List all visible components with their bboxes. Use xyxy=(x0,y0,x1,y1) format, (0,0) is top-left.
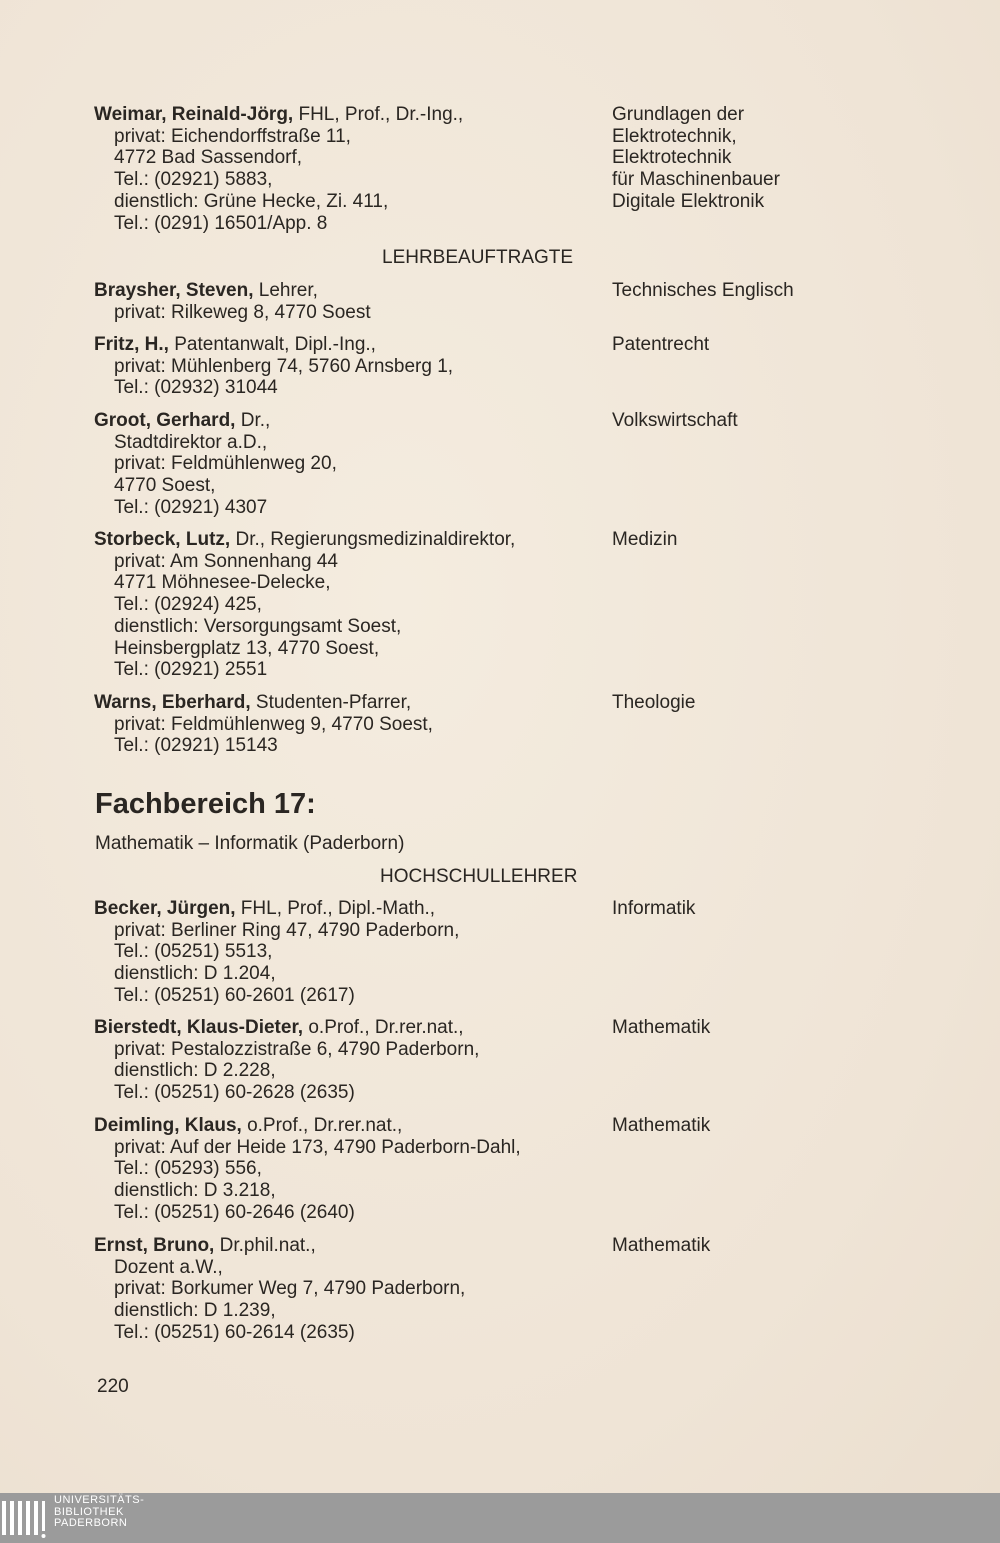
subject-line: Informatik xyxy=(612,898,696,919)
subject-line: Elektrotechnik xyxy=(612,147,732,169)
entry-detail-line: privat: Feldmühlenweg 20, xyxy=(114,453,337,475)
entry-detail-line: Dozent a.W., xyxy=(114,1256,223,1278)
subject-area xyxy=(612,1017,710,1039)
person-title: Patentanwalt, Dipl.-Ing., xyxy=(168,334,376,355)
directory-entry xyxy=(94,104,974,234)
entry-details xyxy=(94,104,974,234)
subject-line: Mathematik xyxy=(612,1235,711,1256)
directory-entry xyxy=(94,410,974,519)
heading-lehrbeauftragte: LEHRBEAUFTRAGTE xyxy=(382,247,574,268)
person-name: Fritz, H., xyxy=(94,334,169,355)
entry-details xyxy=(94,692,974,757)
entry-details xyxy=(94,898,974,1007)
entry-detail-line: privat: Eichendorffstraße 11, xyxy=(114,125,351,147)
entry-name-line xyxy=(94,1115,974,1137)
person-title: Studenten-Pfarrer, xyxy=(250,692,412,713)
subject-area xyxy=(612,1235,710,1257)
logo-line: UNIVERSITÄTS- xyxy=(54,1494,145,1506)
entry-detail-line: Tel.: (05251) 60-2628 (2635) xyxy=(114,1082,355,1104)
entry-detail-line: Tel.: (05293) 556, xyxy=(114,1158,262,1180)
person-title: o.Prof., Dr.rer.nat., xyxy=(241,1115,403,1136)
person-title: Dr., xyxy=(235,410,271,431)
page-number: 220 xyxy=(97,1376,129,1397)
entry-detail-line: dienstlich: Grüne Hecke, Zi. 411, xyxy=(114,190,389,212)
entry-detail-line: privat: Auf der Heide 173, 4790 Paderborn-Dahl, xyxy=(114,1136,521,1158)
entry-detail-line: privat: Rilkeweg 8, 4770 Soest xyxy=(114,301,371,323)
entry-detail-line: 4772 Bad Sassendorf, xyxy=(114,147,303,169)
entry-detail-line: dienstlich: D 2.228, xyxy=(114,1060,276,1082)
subject-line: Grundlagen der xyxy=(612,104,745,125)
person-title: Dr., Regierungsmedizinaldirektor, xyxy=(230,529,516,550)
person-name: Becker, Jürgen, xyxy=(94,898,236,919)
entry-name-line xyxy=(94,898,974,920)
entry-detail-line: Tel.: (02921) 5883, xyxy=(114,169,273,191)
library-logo-icon xyxy=(0,1493,50,1543)
person-name: Ernst, Bruno, xyxy=(94,1235,215,1256)
subject-line: Mathematik xyxy=(612,1017,711,1038)
entry-details xyxy=(94,1235,974,1344)
directory-entry xyxy=(94,1115,974,1224)
entry-detail-line: privat: Borkumer Weg 7, 4790 Paderborn, xyxy=(114,1278,466,1300)
person-title: o.Prof., Dr.rer.nat., xyxy=(303,1017,464,1038)
entry-detail-line: privat: Pestalozzistraße 6, 4790 Paderborn, xyxy=(114,1038,480,1060)
entry-detail-line: Stadtdirektor a.D., xyxy=(114,431,268,453)
subject-line: Theologie xyxy=(612,692,696,713)
directory-entry xyxy=(94,692,974,757)
subject-area xyxy=(612,334,709,356)
section-title: Fachbereich 17: xyxy=(95,788,316,820)
entry-detail-line: Tel.: (02921) 15143 xyxy=(114,735,278,757)
subject-area xyxy=(612,1115,710,1137)
subject-line: Elektrotechnik, xyxy=(612,125,737,147)
directory-entry xyxy=(94,280,974,323)
subject-area xyxy=(612,898,695,920)
entry-detail-line: Tel.: (05251) 60-2646 (2640) xyxy=(114,1201,355,1223)
entry-details xyxy=(94,1017,974,1104)
subject-line: für Maschinenbauer xyxy=(612,169,780,191)
entry-detail-line: Tel.: (05251) 5513, xyxy=(114,941,273,963)
entry-details xyxy=(94,280,974,323)
subject-area xyxy=(612,692,695,714)
person-name: Storbeck, Lutz, xyxy=(94,529,231,550)
entry-detail-line: 4771 Möhnesee-Delecke, xyxy=(114,572,331,594)
subject-area xyxy=(612,410,738,432)
entry-detail-line: privat: Feldmühlenweg 9, 4770 Soest, xyxy=(114,713,433,735)
entry-name-line xyxy=(94,334,974,356)
entry-detail-line: Tel.: (02932) 31044 xyxy=(114,377,278,399)
entry-details xyxy=(94,1115,974,1224)
entry-detail-line: dienstlich: D 1.204, xyxy=(114,963,276,985)
subject-line: Digitale Elektronik xyxy=(612,190,765,212)
entry-detail-line: Tel.: (02924) 425, xyxy=(114,594,262,616)
subject-area xyxy=(612,104,780,213)
person-title: FHL, Prof., Dipl.-Math., xyxy=(235,898,436,919)
entry-details xyxy=(94,334,974,399)
entry-name-line xyxy=(94,1235,974,1257)
entry-detail-line: Heinsbergplatz 13, 4770 Soest, xyxy=(114,637,380,659)
directory-entry xyxy=(94,1235,974,1344)
directory-entry xyxy=(94,1017,974,1104)
person-name: Weimar, Reinald-Jörg, xyxy=(94,104,294,125)
directory-entry xyxy=(94,529,974,681)
entry-name-line xyxy=(94,692,974,714)
directory-entry xyxy=(94,898,974,1007)
entry-detail-line: dienstlich: D 1.239, xyxy=(114,1300,276,1322)
person-name: Bierstedt, Klaus-Dieter, xyxy=(94,1017,304,1038)
entry-detail-line: dienstlich: D 3.218, xyxy=(114,1180,276,1202)
library-logo-text xyxy=(54,1495,144,1530)
subject-area xyxy=(612,529,677,551)
entry-detail-line: 4770 Soest, xyxy=(114,475,216,497)
entry-name-line xyxy=(94,280,974,302)
directory-entry xyxy=(94,334,974,399)
entry-detail-line: dienstlich: Versorgungsamt Soest, xyxy=(114,615,402,637)
entry-detail-line: privat: Mühlenberg 74, 5760 Arnsberg 1, xyxy=(114,355,454,377)
entry-detail-line: privat: Berliner Ring 47, 4790 Paderborn, xyxy=(114,919,460,941)
person-name: Deimling, Klaus, xyxy=(94,1115,242,1136)
person-name: Groot, Gerhard, xyxy=(94,410,236,431)
entry-name-line xyxy=(94,104,974,126)
logo-line: PADERBORN xyxy=(54,1517,128,1529)
entry-detail-line: Tel.: (02921) 2551 xyxy=(114,659,268,681)
person-title: Dr.phil.nat., xyxy=(214,1235,316,1256)
entry-details xyxy=(94,529,974,681)
subject-line: Patentrecht xyxy=(612,334,710,355)
person-title: Lehrer, xyxy=(253,280,318,301)
library-footer-bar xyxy=(0,1493,1000,1543)
entry-name-line xyxy=(94,529,974,551)
person-title: FHL, Prof., Dr.-Ing., xyxy=(293,104,464,125)
person-name: Braysher, Steven, xyxy=(94,280,254,301)
entry-detail-line: privat: Am Sonnenhang 44 xyxy=(114,550,338,572)
entry-detail-line: Tel.: (0291) 16501/App. 8 xyxy=(114,212,328,234)
subject-line: Mathematik xyxy=(612,1115,711,1136)
subject-line: Technisches Englisch xyxy=(612,280,794,301)
entry-details xyxy=(94,410,974,519)
entry-detail-line: Tel.: (02921) 4307 xyxy=(114,496,268,518)
heading-hochschullehrer: HOCHSCHULLEHRER xyxy=(380,866,578,887)
entry-detail-line: Tel.: (05251) 60-2614 (2635) xyxy=(114,1321,355,1343)
logo-line: BIBLIOTHEK xyxy=(54,1505,124,1518)
subject-area xyxy=(612,280,794,302)
subject-line: Volkswirtschaft xyxy=(612,410,738,431)
entry-name-line xyxy=(94,1017,974,1039)
person-name: Warns, Eberhard, xyxy=(94,692,251,713)
section-subtitle: Mathematik – Informatik (Paderborn) xyxy=(95,833,405,854)
entry-detail-line: Tel.: (05251) 60-2601 (2617) xyxy=(114,984,355,1006)
subject-line: Medizin xyxy=(612,529,678,550)
entry-name-line xyxy=(94,410,974,432)
